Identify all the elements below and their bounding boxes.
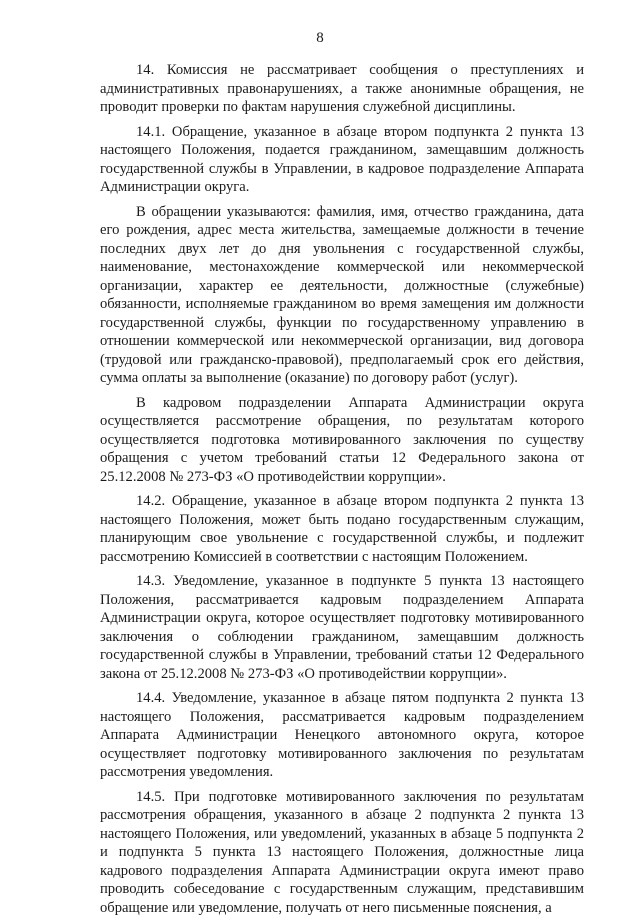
- paragraph-14-3: 14.3. Уведомление, указанное в подпункте 5 пункта 13 настоящего Положения, рассматривается кадровым подразделением Аппарата Администрации округа, которое осуществляет подготовку мотивированного заключения о соблюдении гражданином, замещавшим должность государственной службы в Управлении, требований статьи 12 Федерального закона от 25.12.2008 № 273-ФЗ «О противодействии коррупции».: [100, 572, 584, 683]
- page-number: 8: [0, 30, 640, 47]
- paragraph-14-1: 14.1. Обращение, указанное в абзаце втором подпункта 2 пункта 13 настоящего Положения, подается гражданином, замещавшим должность государственной службы в Управлении, в кадровое подразделение Аппарата Администрации округа.: [100, 123, 584, 197]
- document-body: [100, 61, 584, 917]
- paragraph-14-5: 14.5. При подготовке мотивированного заключения по результатам рассмотрения обращения, указанного в абзаце 2 подпункта 2 пункта 13 настоящего Положения, или уведомлений, указанных в абзаце 5 подпункта 2 и подпункта 5 пункта 13 настоящего Положения, должностные лица кадрового подразделения Аппарата Администрации округа имеют право проводить собеседование с государственным служащим, представившим обращение или уведомление, получать от него письменные пояснения, а: [100, 788, 584, 917]
- paragraph-hr-review: В кадровом подразделении Аппарата Администрации округа осуществляется рассмотрение обращения, по результатам которого осуществляется подготовка мотивированного заключения по существу обращения с учетом требований статьи 12 Федерального закона от 25.12.2008 № 273-ФЗ «О противодействии коррупции».: [100, 394, 584, 487]
- paragraph-appeal-contents: В обращении указываются: фамилия, имя, отчество гражданина, дата его рождения, адрес места жительства, замещаемые должности в течение последних двух лет до дня увольнения с государственной службы, наименование, местонахождение коммерческой или некоммерческой организации, характер ее деятельности, должностные (служебные) обязанности, исполняемые гражданином во время замещения им должности государственной службы, функции по государственному управлению в отношении коммерческой или некоммерческой организации, вид договора (трудовой или гражданско-правовой), предполагаемый срок его действия, сумма оплаты за выполнение (оказание) по договору работ (услуг).: [100, 203, 584, 388]
- paragraph-14-2: 14.2. Обращение, указанное в абзаце втором подпункта 2 пункта 13 настоящего Положения, может быть подано государственным служащим, планирующим свое увольнение с государственной службы, и подлежит рассмотрению Комиссией в соответствии с настоящим Положением.: [100, 492, 584, 566]
- paragraph-14-4: 14.4. Уведомление, указанное в абзаце пятом подпункта 2 пункта 13 настоящего Положения, рассматривается кадровым подразделением Аппарата Администрации Ненецкого автономного округа, которое осуществляет подготовку мотивированного заключения по результатам рассмотрения уведомления.: [100, 689, 584, 782]
- paragraph-14: 14. Комиссия не рассматривает сообщения о преступлениях и административных правонарушениях, а также анонимные обращения, не проводит проверки по фактам нарушения служебной дисциплины.: [100, 61, 584, 117]
